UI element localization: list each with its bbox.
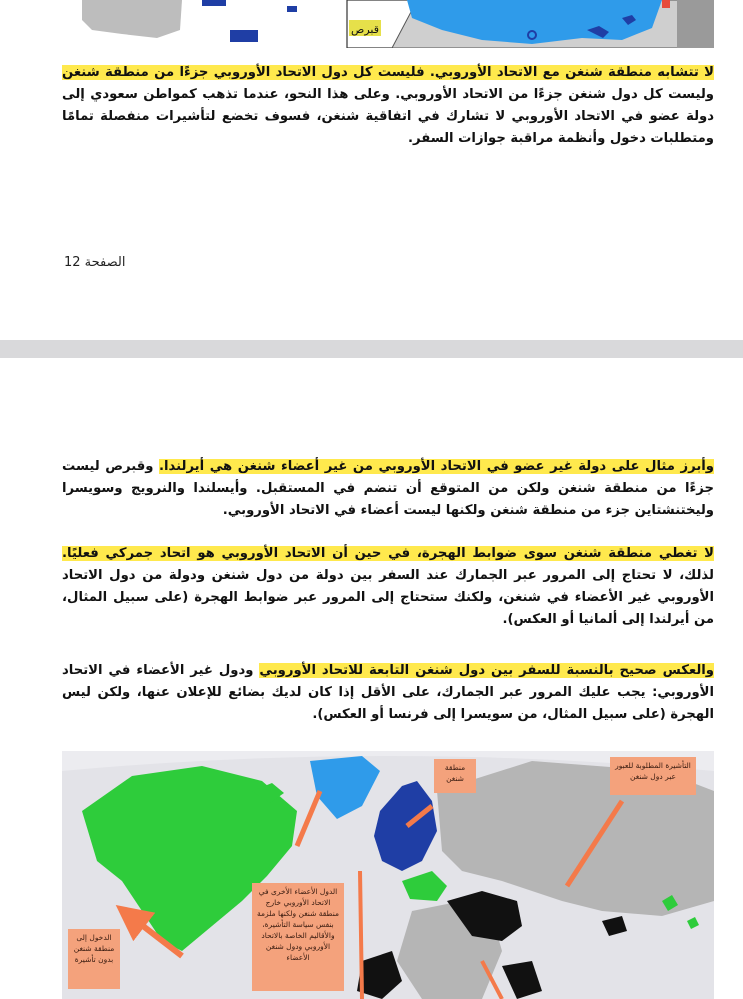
body-text: وليست كل دول شنغن جزءًا من الاتحاد الأوروبي. وعلى هذا النحو، عندما تذهب كمواطن سعودي إلى دولة عضو في الاتحاد الأوروبي لا تشارك في اتفاقية شنغن، فسوف تخضع لتأشيرات منفصلة تمامًا ومتطلبات دخول وأنظمة مراقبة جوازات السفر. [62,87,714,146]
paragraph-reverse-case [62,660,714,726]
page-separator [0,340,743,358]
callout-visa-free-entry: الدخول إلى منطقة شنغن بدون تأشيرة [68,929,120,989]
schengen-world-map [62,751,714,999]
body-text: وقبرص ليست جزءًا من منطقة شنغن ولكن من المتوقع أن تنضم في المستقبل. وأيسلندا والنرويج وسويسرا وليختنشتاين جزء من منطقة شنغن ولكنها ليست أعضاء في الاتحاد الأوروبي. [62,459,714,518]
paragraph-customs-union [62,543,714,631]
highlighted-text: لا تتشابه منطقة شنغن مع الاتحاد الأوروبي. فليست كل دول الاتحاد الأوروبي جزءًا من منطقة شنغن [62,65,714,80]
callout-other-eu-members: الدول الأعضاء الأخرى في الاتحاد الأوروبي خارج منطقة شنغن ولكنها ملزمة بنفس سياسة التأشيرة، والأقاليم الخاصة بالاتحاد الأوروبي ودول شنغن الأعضاء [252,883,344,991]
highlighted-text: لا تغطي منطقة شنغن سوى ضوابط الهجرة، في حين أن الاتحاد الأوروبي هو اتحاد جمركي فعليًا. [62,546,714,561]
map-label-cyprus: قبرص [351,23,379,36]
paragraph-ireland-example [62,456,714,522]
callout-schengen-zone: منطقة شنغن [434,759,476,793]
page-number: الصفحة 12 [64,255,126,270]
callout-visa-required: التأشيرة المطلوبة للعبور عبر دول شنغن [610,757,696,795]
highlighted-text: والعكس صحيح بالنسبة للسفر بين دول شنغن التابعة للاتحاد الأوروبي [259,663,714,678]
map-top-fragment [62,0,714,48]
body-text: لذلك، لا تحتاج إلى المرور عبر الجمارك عند السفر بين دولة من دول شنغن ودولة من دول الاتحاد الأوروبي غير الأعضاء في شنغن، ولكنك ستحتاج إلى المرور عبر ضوابط الهجرة (على سبيل المثال، من أيرلندا إلى ألمانيا أو العكس). [62,568,714,627]
document-page-12 [0,0,743,340]
document-page-13 [0,358,743,999]
highlighted-text: وأبرز مثال على دولة غير عضو في الاتحاد الأوروبي من غير أعضاء شنغن هي أيرلندا. [159,459,714,474]
paragraph-schengen-vs-eu [62,62,714,150]
body-text: ودول غير الأعضاء في الاتحاد الأوروبي: يجب عليك المرور عبر الجمارك، على الأقل إذا كان لديك بضائع للإعلان عنها، ولكن ليس الهجرة (على سبيل المثال، من سويسرا إلى فرنسا أو العكس). [62,663,714,722]
flag-icon [230,30,258,42]
